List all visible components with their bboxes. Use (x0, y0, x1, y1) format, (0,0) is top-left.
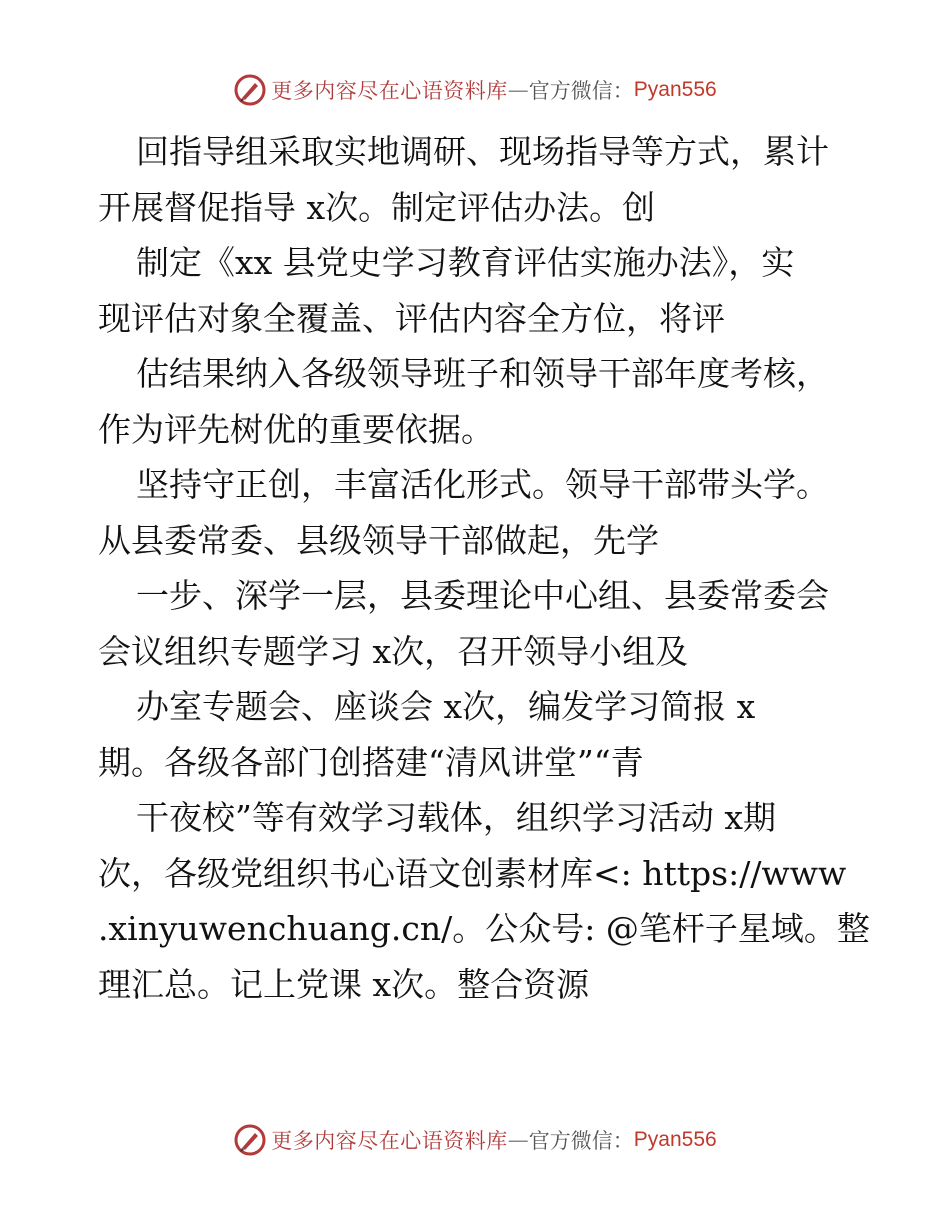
footer-dash: — (507, 1128, 529, 1152)
body-line: 开展督促指导 x次。制定评估办法。创 (98, 187, 656, 227)
body-line: 会议组织专题学习 x次，召开领导小组及 (98, 631, 689, 671)
body-line: 坚持守正创，丰富活化形式。领导干部带头学。 (136, 465, 829, 504)
header-wechat-id: Pyan556 (633, 78, 717, 101)
body-line: .xinyuwenchuang.cn/。公众号: @笔杆子星域。整 (98, 909, 870, 948)
body-line: 估结果纳入各级领导班子和领导干部年度考核， (136, 354, 829, 393)
footer-promo-text: 更多内容尽在心语资料库 (271, 1129, 508, 1153)
body-line: 一步、深学一层，县委理论中心组、县委常委会 (136, 576, 829, 615)
body-line: 理汇总。记上党课 x次。整合资源 (98, 964, 590, 1004)
document-body (98, 124, 870, 1012)
footer-wechat-label: 官方微信： (528, 1129, 634, 1153)
header-wechat-label: 官方微信： (528, 79, 634, 103)
header-banner (0, 70, 950, 110)
body-line: 作为评先树优的重要依据。 (98, 409, 494, 449)
pen-circle-logo-icon (233, 1123, 267, 1157)
body-line: 从县委常委、县级领导干部做起，先学 (98, 520, 659, 560)
body-line: 干夜校”等有效学习载体，组织学习活动 x期 (136, 798, 776, 837)
header-promo-text: 更多内容尽在心语资料库 (271, 79, 508, 103)
body-line: 期。各级各部门创搭建“清风讲堂”“青 (98, 742, 644, 782)
pen-circle-logo-icon (233, 73, 267, 107)
body-line: 制定《xx 县党史学习教育评估实施办法》，实 (136, 243, 795, 282)
body-line: 回指导组采取实地调研、现场指导等方式，累计 (136, 132, 829, 171)
footer-banner (0, 1120, 950, 1160)
header-dash: — (507, 78, 529, 102)
body-line: 办室专题会、座谈会 x次，编发学习简报 x (136, 687, 756, 726)
body-line: 次，各级党组织书心语文创素材库<: https://www (98, 853, 847, 893)
body-line: 现评估对象全覆盖、评估内容全方位，将评 (98, 298, 725, 338)
footer-wechat-id: Pyan556 (633, 1128, 717, 1151)
